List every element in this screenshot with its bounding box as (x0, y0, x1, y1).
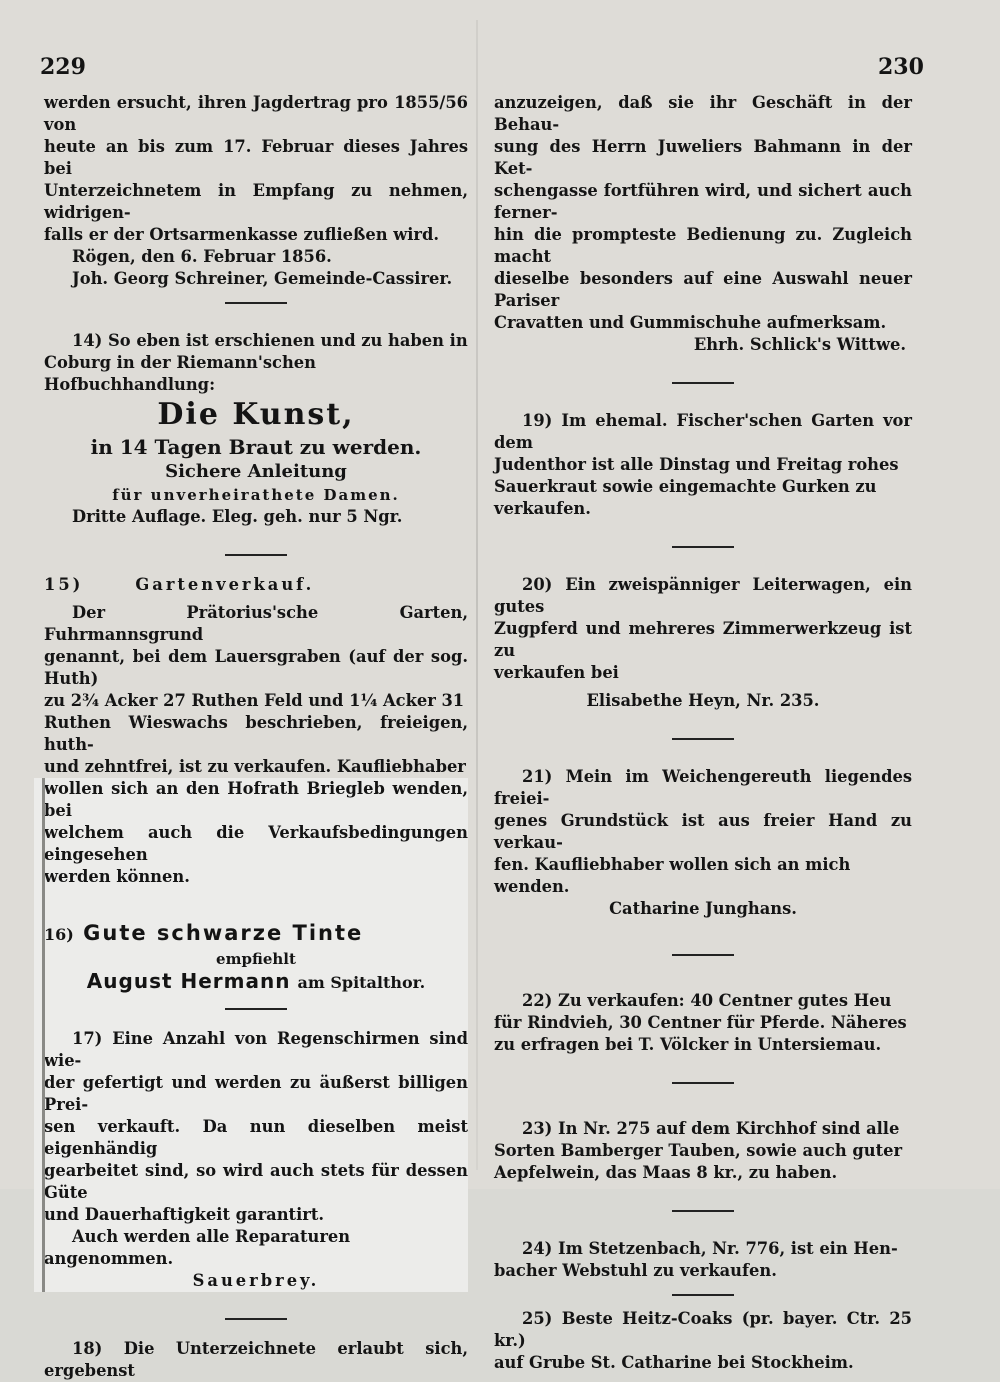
ad-23-line: Sorten Bamberger Tauben, sowie auch guter (494, 1141, 903, 1160)
ad-15-line: welchem auch die Verkaufsbedingungen eingesehen (44, 823, 468, 864)
ad-17-signature: Sauerbrey. (192, 1271, 320, 1290)
ad-22-line: für Rindvieh, 30 Centner für Pferde. Näheres (494, 1013, 907, 1032)
ad-17-line: 17) Eine Anzahl von Regenschirmen sind wie- (44, 1029, 468, 1070)
ad-25-line: 25) Beste Heitz-Coaks (pr. bayer. Ctr. 25 kr.) (494, 1309, 912, 1350)
divider (672, 1082, 734, 1084)
intro-line: heute an bis zum 17. Februar dieses Jahres bei (44, 137, 468, 178)
ad-14-audience: für unverheirathete Damen. (112, 486, 400, 504)
ad-14-price: Dritte Auflage. Eleg. geh. nur 5 Ngr. (72, 507, 403, 526)
ad-22 (494, 990, 912, 1056)
divider (225, 1318, 287, 1320)
ad-16 (44, 918, 468, 996)
ad-20-line: verkaufen bei (494, 663, 619, 682)
divider (225, 302, 287, 304)
ad-24 (494, 1238, 912, 1282)
ad-17-line: und Dauerhaftigkeit garantirt. (44, 1205, 325, 1224)
divider (672, 738, 734, 740)
intro-line: Unterzeichnetem in Empfang zu nehmen, widrigen- (44, 181, 468, 222)
divider (672, 954, 734, 956)
ad-18-continued (494, 92, 912, 356)
ad-19-line: 19) Im ehemal. Fischer'schen Garten vor dem (494, 411, 912, 452)
ad-14-line: Coburg in der Riemann'schen Hofbuchhandlung: (44, 353, 316, 394)
page-number-left: 229 (40, 54, 86, 80)
ad-16-merchant (44, 968, 468, 996)
ad-14-subtitle: in 14 Tagen Braut zu werden. (90, 435, 422, 459)
intro-line: werden ersucht, ihren Jagdertrag pro 1855/56 von (44, 93, 468, 134)
ad-20-line: 20) Ein zweispänniger Leiterwagen, ein gutes (494, 575, 912, 616)
ad-20-signature: Elisabethe Heyn, Nr. 235. (586, 691, 820, 710)
ad-25-line: auf Grube St. Catharine bei Stockheim. (494, 1353, 854, 1372)
ad-15-line: werden können. (44, 867, 190, 886)
ad-21-line: fen. Kaufliebhaber wollen sich an mich wenden. (494, 855, 851, 896)
page-number-right: 230 (878, 54, 924, 80)
right-column (494, 92, 912, 1374)
ad-15 (44, 574, 468, 778)
divider (672, 1294, 734, 1296)
ad-17-line: gearbeitet sind, so wird auch stets für dessen Güte (44, 1161, 468, 1202)
intro-notice (44, 92, 468, 290)
ad-21-line: 21) Mein im Weichengereuth liegendes freiei- (494, 767, 912, 808)
ad-18-line: 18) Die Unterzeichnete erlaubt sich, ergebenst (44, 1339, 468, 1380)
ad-18-signature: Ehrh. Schlick's Wittwe. (693, 335, 906, 354)
intro-signature: Joh. Georg Schreiner, Gemeinde-Cassirer. (72, 269, 453, 288)
ad-23-line: 23) In Nr. 275 auf dem Kirchhof sind alle (522, 1119, 900, 1138)
ad-16-recommends: empfiehlt (216, 950, 296, 968)
divider (672, 1210, 734, 1212)
intro-place-date: Rögen, den 6. Februar 1856. (72, 247, 332, 266)
ad-18-line: dieselbe besonders auf eine Auswahl neuer Pariser (494, 269, 912, 310)
ad-25 (494, 1308, 912, 1374)
ad-21-signature: Catharine Junghans. (609, 899, 797, 918)
divider (672, 546, 734, 548)
ad-17-line: Auch werden alle Reparaturen angenommen. (44, 1227, 351, 1268)
ad-16-product: Gute schwarze Tinte (83, 921, 364, 945)
ad-19 (494, 410, 912, 520)
ad-15-line: zu 2¾ Acker 27 Ruthen Feld und 1¼ Acker 31 (44, 691, 465, 710)
ad-23-line: Aepfelwein, das Maas 8 kr., zu haben. (494, 1163, 838, 1182)
ad-22-line: 22) Zu verkaufen: 40 Centner gutes Heu (522, 991, 892, 1010)
page-fold (476, 20, 478, 1170)
ad-14-guide: Sichere Anleitung (165, 461, 347, 482)
ad-18-line: anzuzeigen, daß sie ihr Geschäft in der Behau- (494, 93, 912, 134)
ad-15-line: genannt, bei dem Lauersgraben (auf der sog. Huth) (44, 647, 468, 688)
ad-23 (494, 1118, 912, 1184)
divider (225, 554, 287, 556)
ad-21-line: genes Grundstück ist aus freier Hand zu verkau- (494, 811, 912, 852)
divider (672, 382, 734, 384)
left-column (44, 92, 468, 1382)
ad-15-line: Ruthen Wieswachs beschrieben, freieigen, huth- (44, 713, 468, 754)
ad-16-name: August Hermann (86, 969, 291, 993)
ad-17 (44, 1028, 468, 1292)
ad-19-line: Judenthor ist alle Dinstag und Freitag rohes (494, 455, 899, 474)
ad-18-line: Cravatten und Gummischuhe aufmerksam. (494, 313, 887, 332)
ad-16-place: am Spitalthor. (297, 973, 426, 992)
ad-17-line: der gefertigt und werden zu äußerst billigen Prei- (44, 1073, 468, 1114)
ad-24-line: 24) Im Stetzenbach, Nr. 776, ist ein Hen- (522, 1239, 898, 1258)
ad-15-line: und zehntfrei, ist zu verkaufen. Kaufliebhaber (44, 757, 466, 776)
ad-15-line: wollen sich an den Hofrath Briegleb wenden, bei (44, 779, 468, 820)
ad-21 (494, 766, 912, 920)
intro-line: falls er der Ortsarmenkasse zufließen wird. (44, 225, 440, 244)
highlighted-block (34, 778, 468, 1292)
ad-15-line: Der Prätorius'sche Garten, Fuhrmannsgrund (44, 603, 468, 644)
ad-18-line: sung des Herrn Juweliers Bahmann in der Ket- (494, 137, 912, 178)
ad-14 (44, 330, 468, 528)
ad-18-line: hin die prompteste Bedienung zu. Zugleich macht (494, 225, 912, 266)
ad-14-title: Die Kunst, (157, 397, 355, 432)
ad-20-line: Zugpferd und mehreres Zimmerwerkzeug ist zu (494, 619, 912, 660)
ad-15-heading: 15) Gartenverkauf. (44, 575, 315, 594)
ad-16-title (44, 918, 468, 950)
ad-20 (494, 574, 912, 712)
ad-19-line: Sauerkraut sowie eingemachte Gurken zu verkaufen. (494, 477, 877, 518)
ad-17-line: sen verkauft. Da nun dieselben meist eigenhändig (44, 1117, 468, 1158)
ad-18-line: schengasse fortführen wird, und sichert auch ferner- (494, 181, 912, 222)
ad-14-line: 14) So eben ist erschienen und zu haben in (72, 331, 468, 350)
ad-22-line: zu erfragen bei T. Völcker in Untersiemau. (494, 1035, 882, 1054)
ad-24-line: bacher Webstuhl zu verkaufen. (494, 1261, 777, 1280)
divider (225, 1008, 287, 1010)
ad-16-number: 16) (44, 925, 74, 944)
